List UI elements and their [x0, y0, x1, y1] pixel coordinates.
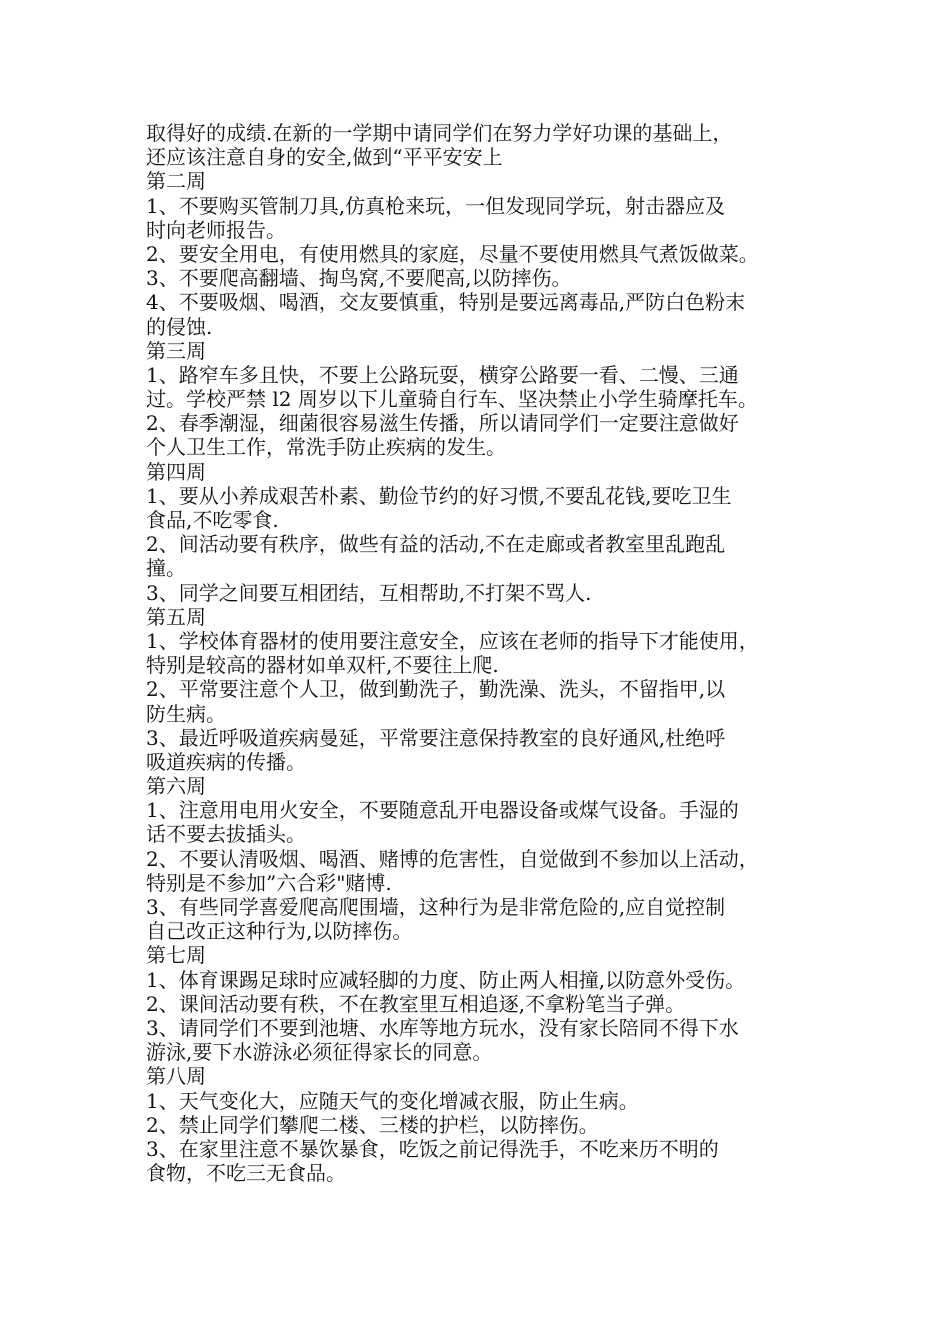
- text-line: 时向老师报告。: [146, 217, 286, 242]
- text-line: 个人卫生工作，常洗手防止疾病的发生。: [146, 435, 506, 460]
- text-line: 3、最近呼吸道疾病曼延，平常要注意保持教室的良好通风,杜绝呼: [146, 725, 726, 750]
- text-line: 防生病。: [146, 701, 226, 726]
- text-line: 3、请同学们不要到池塘、水库等地方玩水，没有家长陪同不得下水: [146, 1015, 739, 1040]
- text-line: 1、不要购买管制刀具,仿真枪来玩，一但发现同学玩，射击器应及: [146, 193, 726, 218]
- text-line: 1、路窄车多且快，不要上公路玩耍，横穿公路要一看、二慢、三通: [146, 362, 739, 387]
- text-line: 4、不要吸烟、喝酒，交友要慎重，特别是要远离毒品,严防白色粉末: [146, 290, 746, 315]
- text-line: 自己改正这种行为,以防摔伤。: [146, 919, 413, 944]
- text-line: 1、学校体育器材的使用要注意安全，应该在老师的指导下才能使用，: [146, 628, 759, 653]
- section-heading-week-7: 第七周: [146, 943, 206, 968]
- text-line: 2、禁止同学们攀爬二楼、三楼的护栏，以防摔伤。: [146, 1112, 599, 1137]
- text-line: 的侵蚀.: [146, 314, 213, 339]
- section-heading-week-4: 第四周: [146, 459, 206, 484]
- text-line: 取得好的成绩.在新的一学期中请同学们在努力学好功课的基础上，: [146, 121, 733, 145]
- text-line: 2、课间活动要有秩，不在教室里互相追逐,不拿粉笔当子弹。: [146, 991, 686, 1016]
- text-line: 1、体育课踢足球时应减轻脚的力度、防止两人相撞,以防意外受伤。: [146, 967, 746, 992]
- text-line: 3、不要爬高翻墙、掏鸟窝,不要爬高,以防摔伤。: [146, 266, 572, 291]
- section-heading-week-5: 第五周: [146, 604, 206, 629]
- text-line: 3、同学之间要互相团结，互相帮助,不打架不骂人.: [146, 580, 592, 605]
- text-line: 话不要去拔插头。: [146, 822, 306, 847]
- document-page: [146, 121, 826, 1185]
- text-line: 2、要安全用电，有使用燃具的家庭，尽量不要使用燃具气煮饭做菜。: [146, 241, 759, 266]
- text-line: 3、在家里注意不暴饮暴食，吃饭之前记得洗手，不吃来历不明的: [146, 1136, 719, 1161]
- text-line: 食品,不吃零食.: [146, 508, 279, 532]
- section-heading-week-6: 第六周: [146, 774, 206, 799]
- text-line: 1、天气变化大，应随天气的变化增减衣服，防止生病。: [146, 1088, 639, 1113]
- text-line: 2、春季潮湿，细菌很容易滋生传播，所以请同学们一定要注意做好: [146, 411, 739, 436]
- text-line: 2、间活动要有秩序，做些有益的活动,不在走廊或者教室里乱跑乱: [146, 532, 726, 557]
- text-line: 特别是较高的器材如单双杆,不要往上爬.: [146, 653, 499, 678]
- section-heading-week-2: 第二周: [146, 169, 206, 194]
- section-heading-week-3: 第三周: [146, 338, 206, 363]
- text-line: 过。学校严禁 l2 周岁以下儿童骑自行车、坚决禁止小学生骑摩托车。: [146, 387, 758, 412]
- text-line: 1、注意用电用火安全，不要随意乱开电器设备或煤气设备。手湿的: [146, 798, 739, 823]
- text-line: 吸道疾病的传播。: [146, 749, 306, 774]
- text-line: 食物，不吃三无食品。: [146, 1161, 346, 1186]
- text-line: 3、有些同学喜爱爬高爬围墙，这种行为是非常危险的,应自觉控制: [146, 895, 726, 919]
- text-line: 游泳,要下水游泳必须征得家长的同意。: [146, 1040, 493, 1065]
- text-line: 还应该注意自身的安全,做到“平平安安上: [146, 145, 503, 170]
- text-line: 1、要从小养成艰苦朴素、勤俭节约的好习惯,不要乱花钱,要吃卫生: [146, 483, 732, 508]
- text-line: 2、平常要注意个人卫，做到勤洗子，勤洗澡、洗头，不留指甲,以: [146, 677, 726, 702]
- text-line: 特别是不参加”六合彩"赌博.: [146, 870, 392, 895]
- text-line: 2、不要认清吸烟、喝酒、赌博的危害性，自觉做到不参加以上活动，: [146, 846, 759, 871]
- section-heading-week-8: 第八周: [146, 1064, 206, 1089]
- text-line: 撞。: [146, 556, 186, 581]
